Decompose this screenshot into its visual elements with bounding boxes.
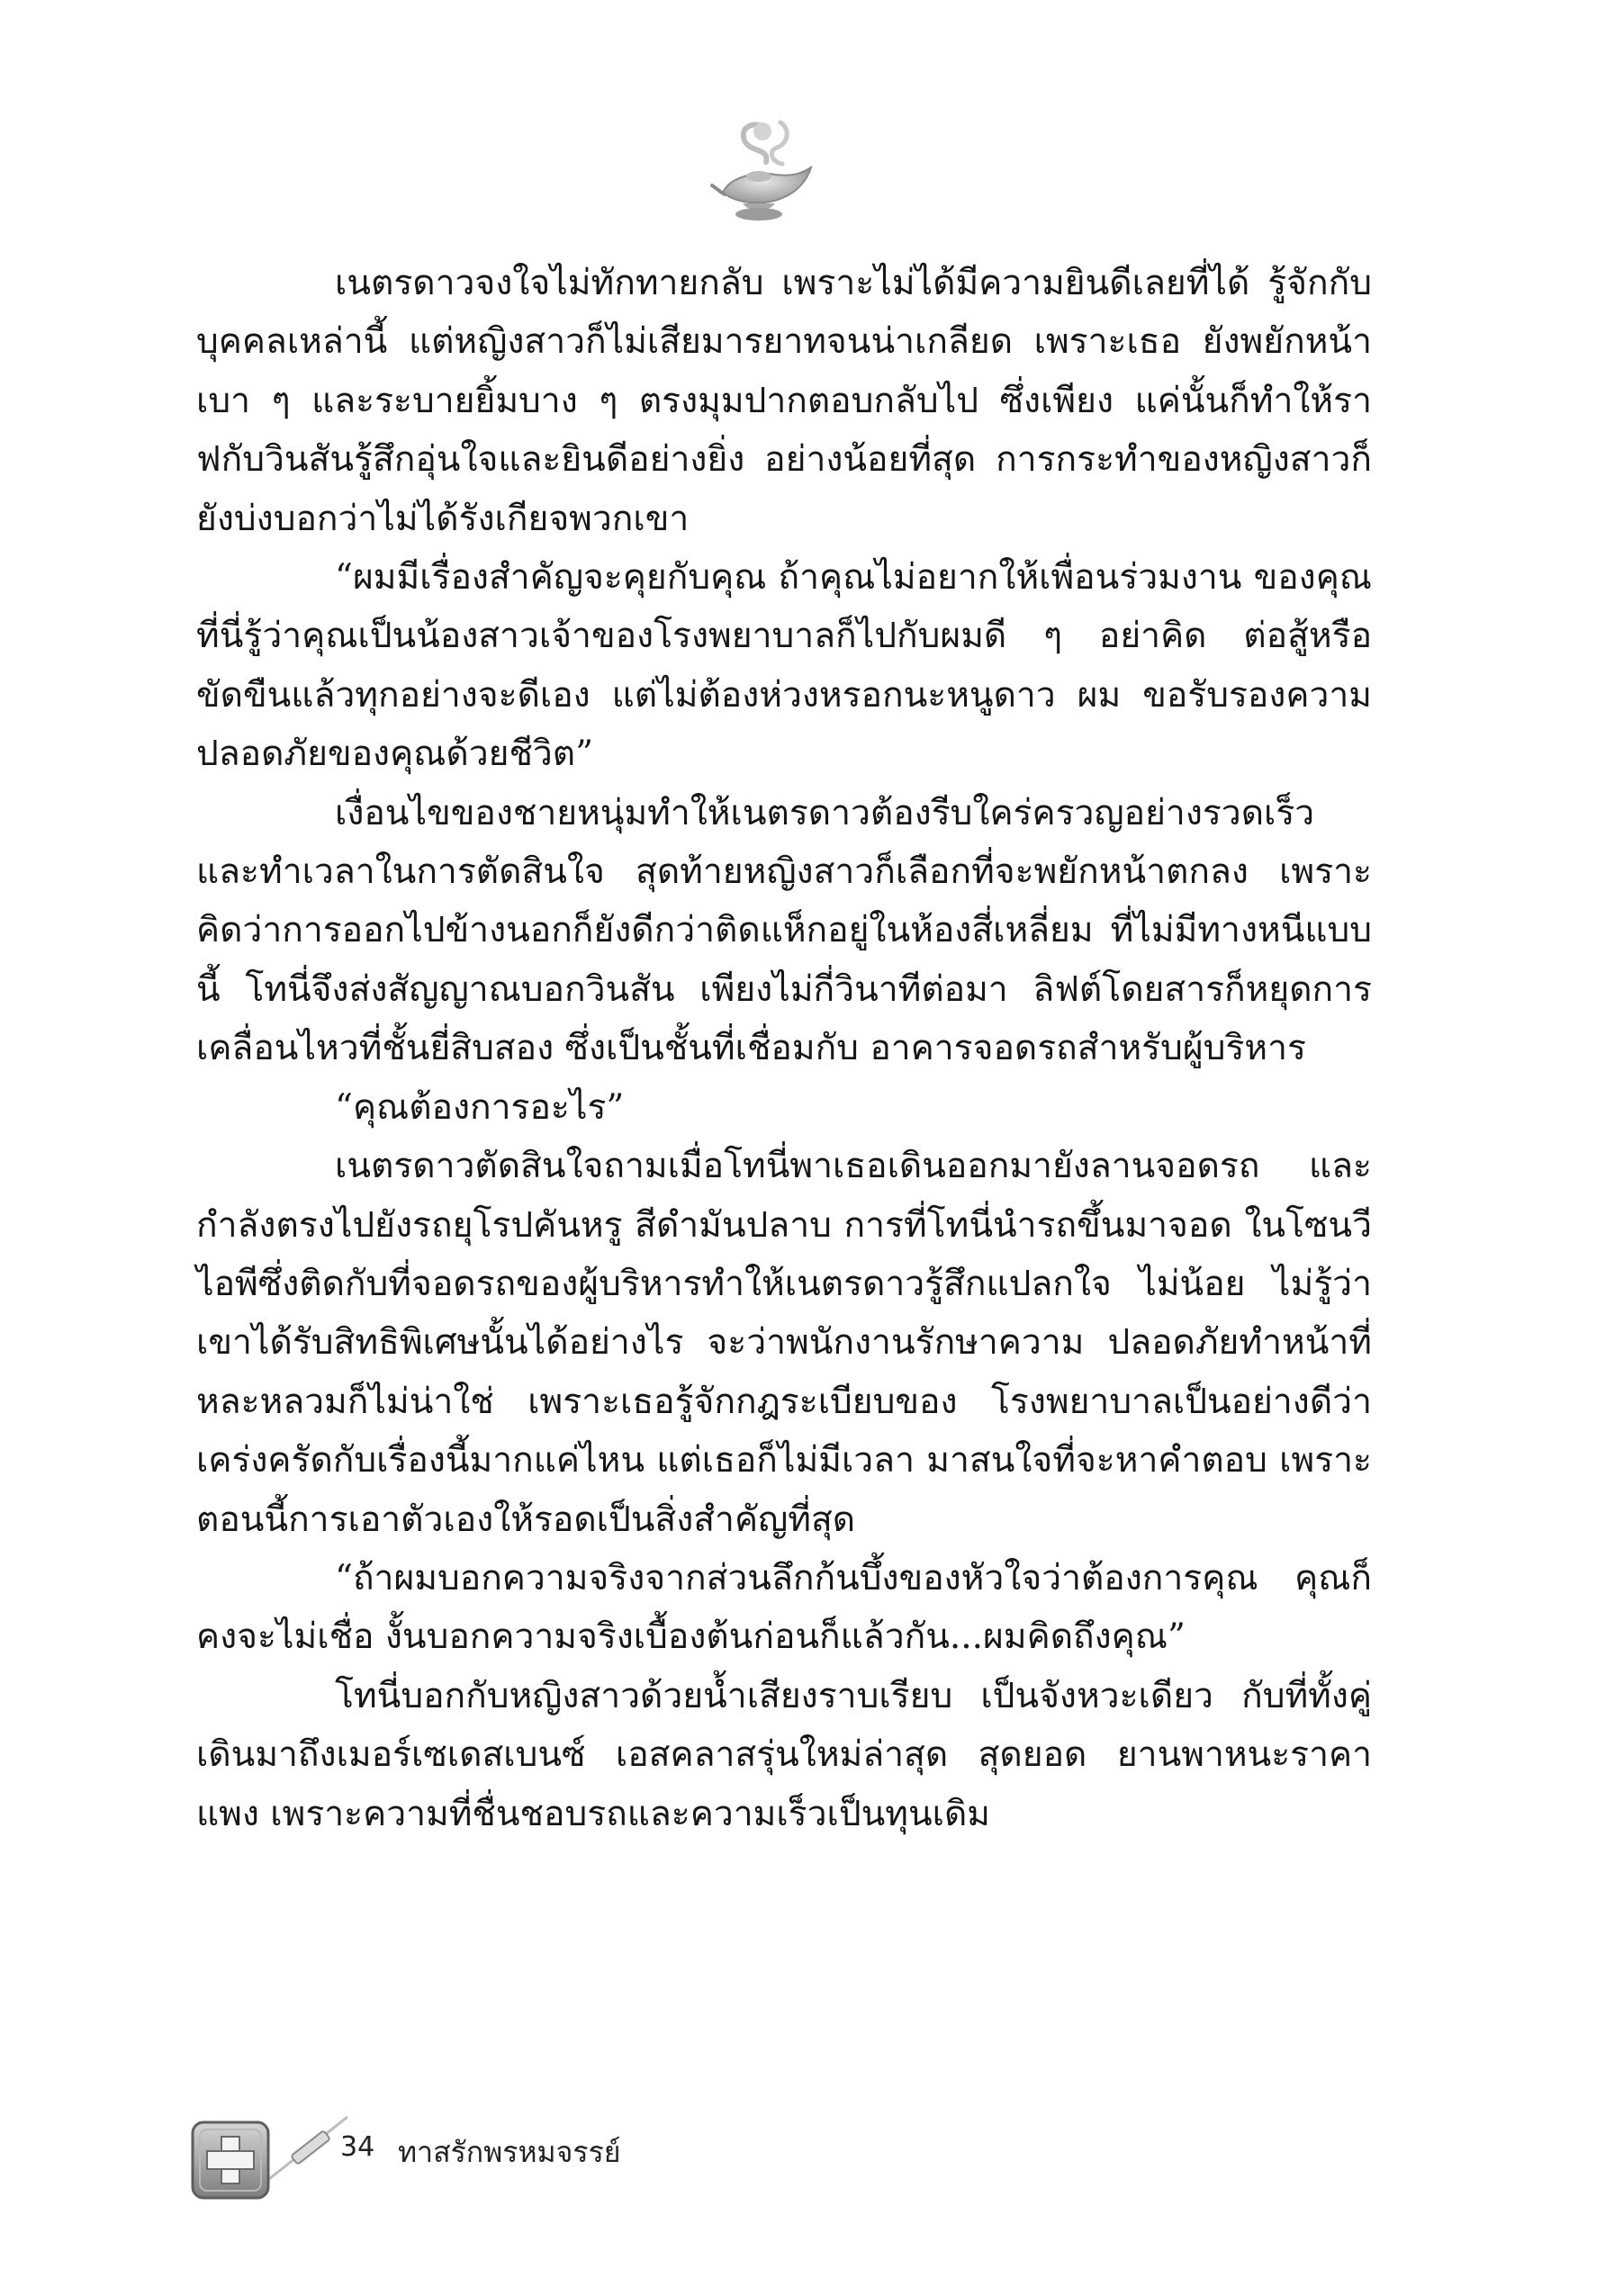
text-line: เพราะคิดว่าการออกไปข้างนอกก็ยังดีกว่าติดแห็กอยู่ในห้องสี่เหลี่ยม [196,851,1372,951]
text-line: “ผมมีเรื่องสำคัญจะคุยกับคุณ ถ้าคุณไม่อยากให้เพื่อนร่วมงาน [335,557,1242,599]
text-line: และทำเวลาในการตัดสินใจ สุดท้ายหญิงสาวก็เลือกที่จะพยักหน้าตกลง [196,851,1249,893]
text-line: ขอรับรองความปลอดภัยของคุณด้วยชีวิต” [196,674,1372,775]
text-line: ของคุณที่นี่รู้ว่าคุณเป็นน้องสาวเจ้าของโรงพยาบาลก็ไปกับผมดี ๆ อย่าคิด [196,557,1372,657]
text-line: อาคารจอดรถสำหรับผู้บริหาร [870,1028,1306,1069]
paragraph [196,1549,1372,1667]
text-line: และกำลังตรงไปยังรถยุโรปคันหรู สีดำมันปลาบ การที่โทนี่นำรถขึ้นมาจอด [196,1146,1372,1246]
book-title: ทาสรักพรหมจรรย์ [398,2135,621,2169]
text-line: เนตรดาวจงใจไม่ทักทายกลับ เพราะไม่ได้มีความยินดีเลยที่ได้ [335,263,1250,303]
text-line: ลิฟต์โดยสารก็หยุดการเคลื่อนไหวที่ชั้นยี่สิบสอง ซึ่งเป็นชั้นที่เชื่อมกับ [196,968,1372,1069]
page-footer [189,2106,729,2205]
text-line: “คุณต้องการอะไร” [335,1086,625,1128]
paragraph [196,1078,1372,1137]
paragraph [196,1137,1372,1549]
text-line: ในโซนวีไอพีซึ่งติดกับที่จอดรถของผู้บริหารทำให้เนตรดาวรู้สึกแปลกใจ [196,1204,1372,1304]
paragraph [196,784,1372,1078]
paragraph [196,1667,1372,1843]
text-line: รู้จักกับบุคคลเหล่านี้ แต่หญิงสาวก็ไม่เสียมารยาทจนน่าเกลียด เพราะเธอ [196,263,1372,363]
text-line: มาสนใจที่จะหาคำตอบ เพราะตอนนี้การเอาตัวเองให้รอดเป็นสิ่งสำคัญที่สุด [196,1440,1372,1540]
genie-lamp-icon [703,117,822,232]
text-line: โรงพยาบาลเป็นอย่างดีว่าเคร่งครัดกับเรื่องนี้มากแค่ไหน แต่เธอก็ไม่มีเวลา [196,1381,1372,1481]
text-line: แค่นั้นก็ทำให้ราฟกับวินสันรู้สึกอุ่นใจและยินดีอย่างยิ่ง อย่างน้อยที่สุด [196,380,1372,481]
text-line: คุณก็คงจะไม่เชื่อ งั้นบอกความจริงเบื้องต้นก่อนก็แล้วกัน...ผมคิดถึงคุณ” [196,1557,1372,1658]
text-line: ปลอดภัยทำหน้าที่หละหลวมก็ไม่น่าใช่ เพราะเธอรู้จักกฎระเบียบของ [196,1322,1372,1422]
text-line: เนตรดาวตัดสินใจถามเมื่อโทนี่พาเธอเดินออกมายังลานจอดรถ [335,1146,1260,1187]
paragraph [196,254,1372,548]
paragraph [196,548,1372,784]
page-number: 34 [340,2131,375,2163]
text-line: ยังพยักหน้าเบา ๆ และระบายยิ้มบาง ๆ ตรงมุมปากตอบกลับไป ซึ่งเพียง [196,321,1372,421]
text-line: ที่ไม่มีทางหนีแบบนี้ โทนี่จึงส่งสัญญาณบอกวินสัน เพียงไม่กี่วินาทีต่อมา [196,910,1372,1010]
text-line: โทนี่บอกกับหญิงสาวด้วยน้ำเสียงราบเรียบ เป็นจังหวะเดียว [335,1675,1213,1716]
text-line: ยานพาหนะราคาแพง เพราะความที่ชื่นชอบรถและความเร็วเป็นทุนเดิม [196,1734,1372,1834]
text-line: “ถ้าผมบอกความจริงจากส่วนลึกก้นบึ้งของหัวใจว่าต้องการคุณ [335,1557,1258,1598]
medical-cross-syringe-icon [189,2106,358,2205]
body-text [196,254,1372,1843]
text-line: เงื่อนไขของชายหนุ่มทำให้เนตรดาวต้องรีบใคร่ครวญอย่างรวดเร็ว [335,792,1315,833]
text-line: ต่อสู้หรือขัดขืนแล้วทุกอย่างจะดีเอง แต่ไม่ต้องห่วงหรอกนะหนูดาว ผม [196,616,1372,716]
text-line: ไม่น้อย ไม่รู้ว่าเขาได้รับสิทธิพิเศษนั้นได้อย่างไร จะว่าพนักงานรักษาความ [196,1263,1372,1364]
text-line: กับที่ทั้งคู่เดินมาถึงเมอร์เซเดสเบนซ์ เอสคลาสรุ่นใหม่ล่าสุด สุดยอด [196,1675,1372,1776]
text-line: การกระทำของหญิงสาวก็ยังบ่งบอกว่าไม่ได้รังเกียจพวกเขา [196,439,1372,539]
